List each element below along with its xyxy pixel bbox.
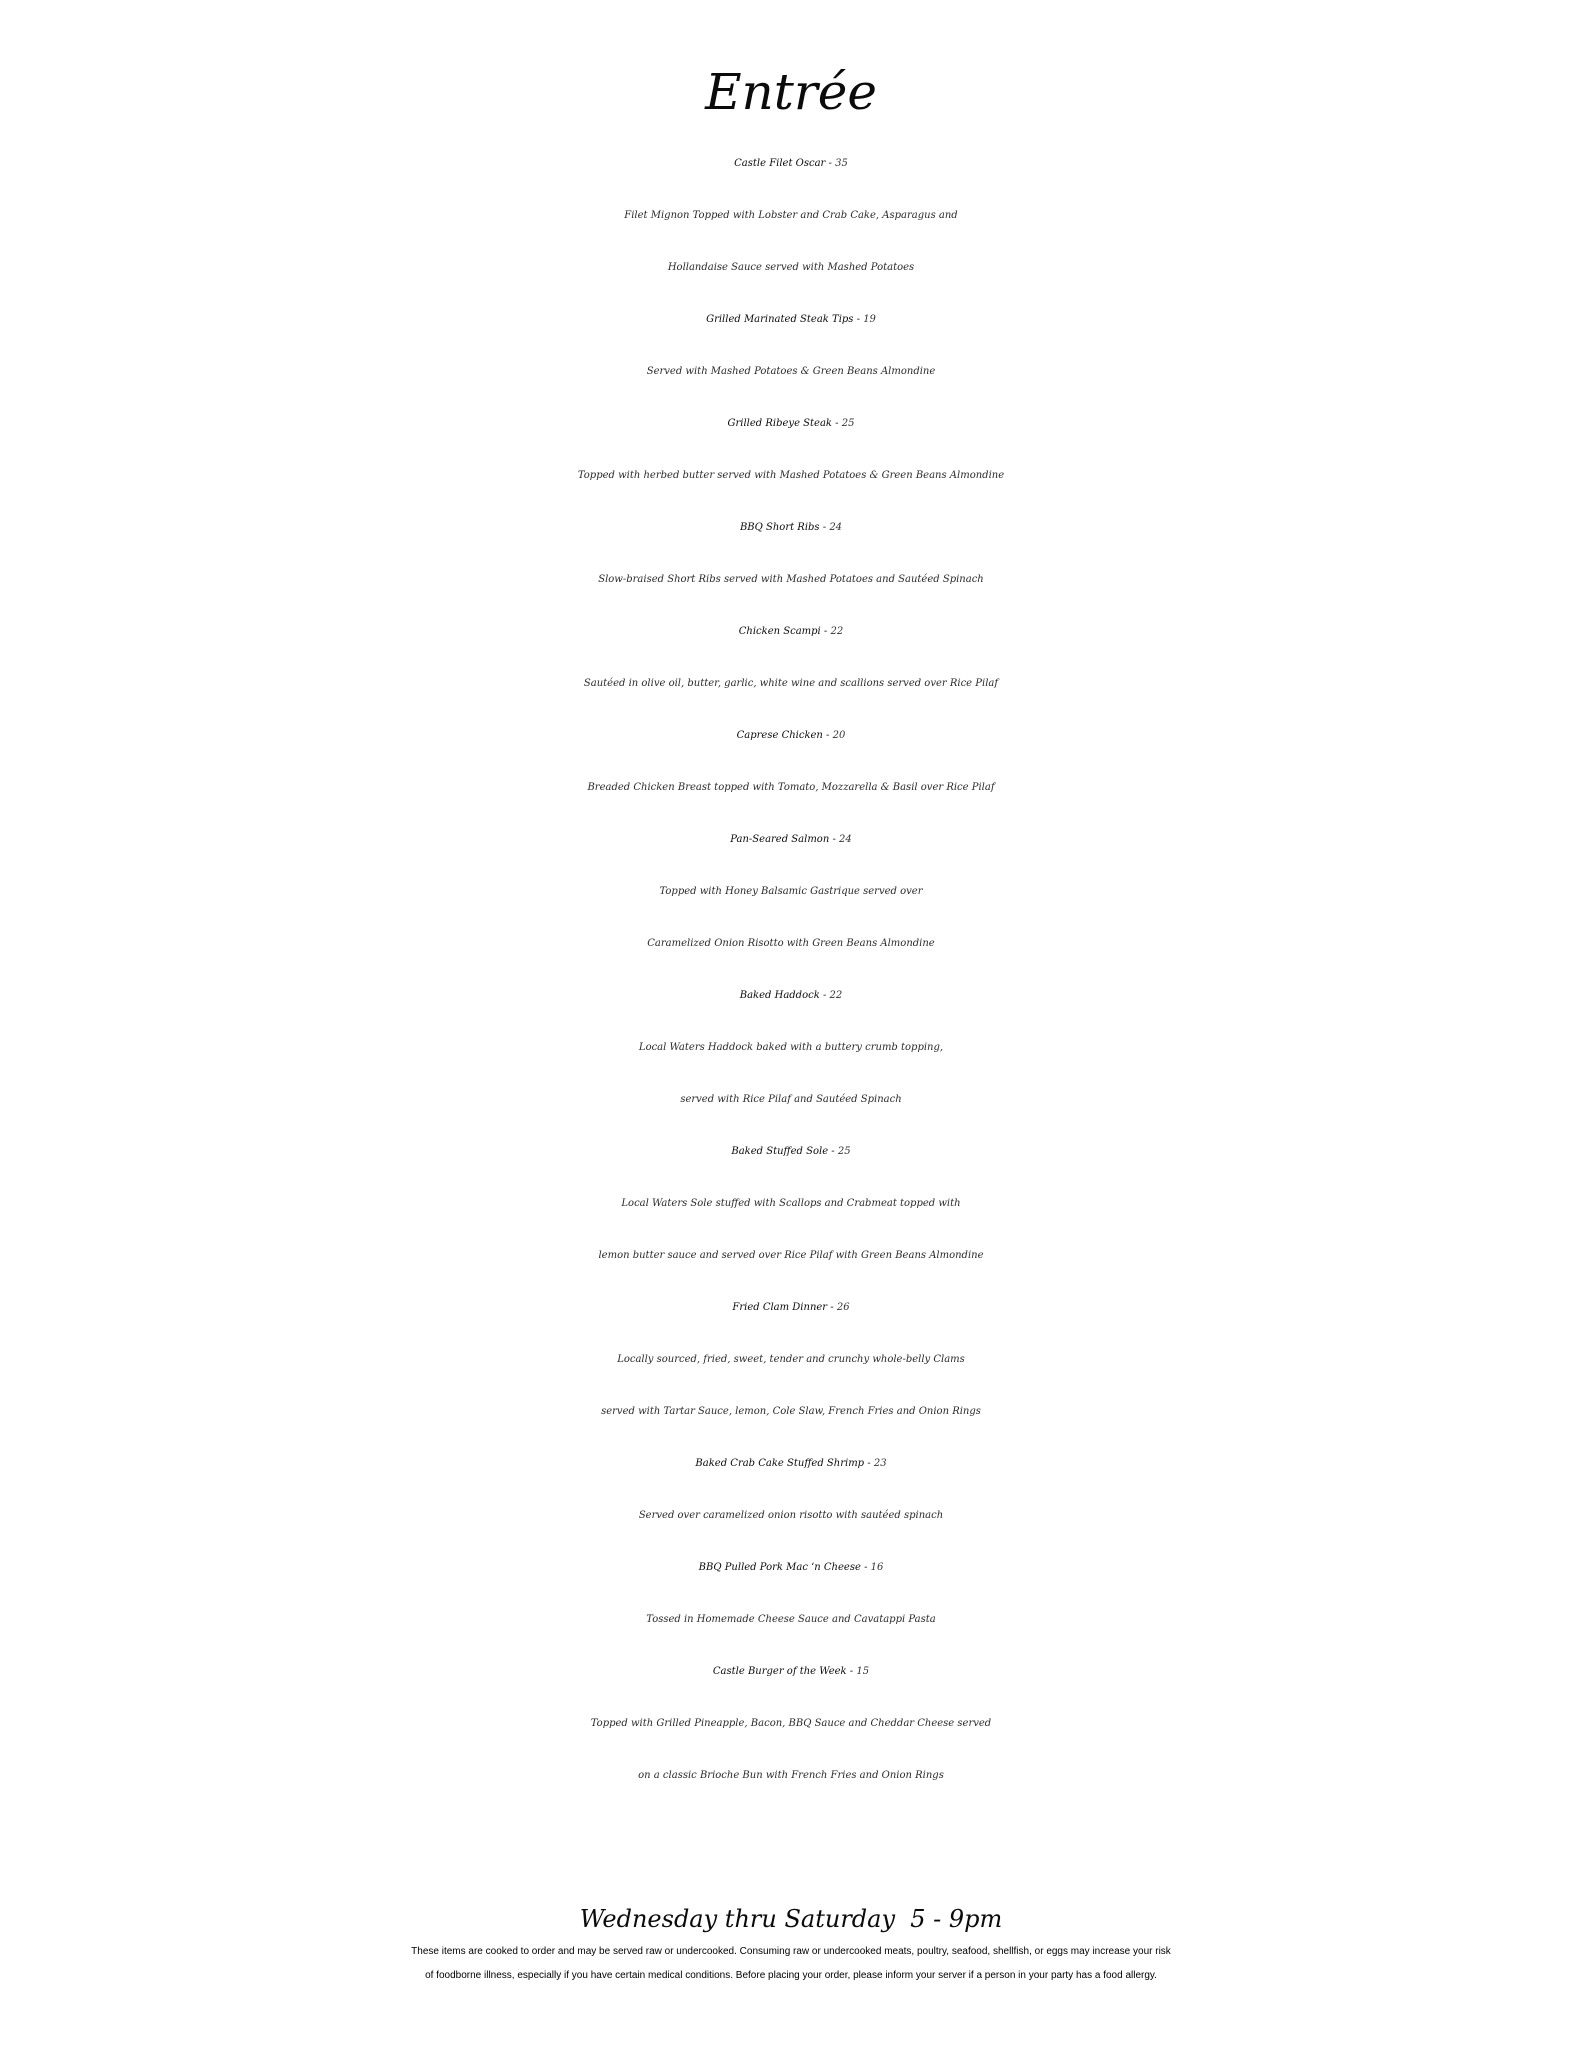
item-heading: Caprese Chicken - 20 [736,730,846,741]
item-name: BBQ Short Ribs [739,522,820,533]
item-price: 24 [839,834,852,845]
item-name: Baked Haddock [739,990,820,1001]
item-description: Breaded Chicken Breast topped with Tomato, Mozzarella & Basil over Rice Pilaf [587,782,995,793]
item-price: 15 [856,1666,870,1677]
item-price: 20 [832,730,846,741]
allergy-disclaimer [40,1940,1542,1988]
item-heading: Fried Clam Dinner - 26 [732,1302,850,1313]
item-price: 23 [873,1458,887,1469]
item-price: 19 [863,314,876,325]
item-name: Grilled Ribeye Steak [727,418,832,429]
item-description: served with Tartar Sauce, lemon, Cole Slaw, French Fries and Onion Rings [601,1406,981,1417]
item-name: Grilled Marinated Steak Tips [706,314,854,325]
item-heading: Baked Crab Cake Stuffed Shrimp - 23 [695,1458,887,1469]
item-description: Sautéed in olive oil, butter, garlic, white wine and scallions served over Rice Pilaf [583,678,999,689]
menu-item [0,1542,1582,1646]
menu-item [0,1126,1582,1282]
item-name: Castle Burger of the Week [712,1666,847,1677]
menu-item [0,138,1582,294]
menu-item [0,502,1582,606]
menu-item [0,1646,1582,1802]
item-heading: Grilled Marinated Steak Tips - 19 [706,314,876,325]
item-description: Locally sourced, fried, sweet, tender and crunchy whole-belly Clams [617,1354,965,1365]
item-name: Pan-Seared Salmon [730,834,830,845]
disclaimer-line: These items are cooked to order and may be served raw or undercooked. Consuming raw or undercooked meats, poultry, seafood, shellfish, or eggs may increase your risk [411,1946,1171,1957]
menu-item [0,294,1582,398]
page-title: Entrée [705,63,877,121]
menu-item [0,1438,1582,1542]
item-name: Fried Clam Dinner [732,1302,828,1313]
item-heading: Baked Stuffed Sole - 25 [731,1146,851,1157]
item-description: Served with Mashed Potatoes & Green Beans Almondine [646,366,936,377]
item-price: 16 [870,1562,884,1573]
item-description: Filet Mignon Topped with Lobster and Crab Cake, Asparagus and [624,210,958,221]
menu-item [0,1282,1582,1438]
item-description: Caramelized Onion Risotto with Green Beans Almondine [647,938,935,949]
item-price: 22 [829,990,843,1001]
menu-item [0,398,1582,502]
item-description: Served over caramelized onion risotto with sautéed spinach [638,1510,944,1521]
item-heading: Baked Haddock - 22 [739,990,843,1001]
item-price: 24 [829,522,843,533]
item-description: Slow-braised Short Ribs served with Mashed Potatoes and Sautéed Spinach [598,574,984,585]
menu-list [0,138,1582,1802]
item-name: Chicken Scampi [738,626,821,637]
item-heading: Chicken Scampi - 22 [738,626,844,637]
item-price: 26 [836,1302,850,1313]
item-heading: Grilled Ribeye Steak - 25 [727,418,855,429]
item-name: Castle Filet Oscar [734,158,826,169]
item-description: Topped with Honey Balsamic Gastrique served over [659,886,923,897]
item-heading: BBQ Pulled Pork Mac ‘n Cheese - 16 [698,1562,884,1573]
item-description: lemon butter sauce and served over Rice Pilaf with Green Beans Almondine [598,1250,984,1261]
menu-item [0,970,1582,1126]
item-name: Caprese Chicken [736,730,823,741]
item-price: 22 [830,626,844,637]
item-description: Topped with herbed butter served with Mashed Potatoes & Green Beans Almondine [577,470,1005,481]
item-description: Local Waters Sole stuffed with Scallops and Crabmeat topped with [621,1198,961,1209]
item-heading: Pan-Seared Salmon - 24 [730,834,852,845]
item-description: Local Waters Haddock baked with a buttery crumb topping, [638,1042,944,1053]
item-price: 25 [841,418,855,429]
item-name: Baked Stuffed Sole [731,1146,829,1157]
hours-text: Wednesday thru Saturday 5 - 9pm [579,1905,1003,1933]
item-heading: Castle Filet Oscar - 35 [734,158,848,169]
item-heading: Castle Burger of the Week - 15 [712,1666,870,1677]
item-heading: BBQ Short Ribs - 24 [739,522,843,533]
item-description: served with Rice Pilaf and Sautéed Spinach [680,1094,902,1105]
item-name: BBQ Pulled Pork Mac ‘n Cheese [698,1562,861,1573]
item-price: 25 [837,1146,851,1157]
menu-item [0,710,1582,814]
item-price: 35 [835,158,848,169]
item-name: Baked Crab Cake Stuffed Shrimp [695,1458,865,1469]
menu-item [0,606,1582,710]
item-description: Hollandaise Sauce served with Mashed Potatoes [667,262,915,273]
item-description: on a classic Brioche Bun with French Fries and Onion Rings [638,1770,944,1781]
menu-item [0,814,1582,970]
item-description: Tossed in Homemade Cheese Sauce and Cavatappi Pasta [646,1614,936,1625]
disclaimer-line: of foodborne illness, especially if you have certain medical conditions. Before placing your order, please inform your server if a person in your party has a food allergy. [425,1970,1157,1981]
item-description: Topped with Grilled Pineapple, Bacon, BBQ Sauce and Cheddar Cheese served [590,1718,992,1729]
